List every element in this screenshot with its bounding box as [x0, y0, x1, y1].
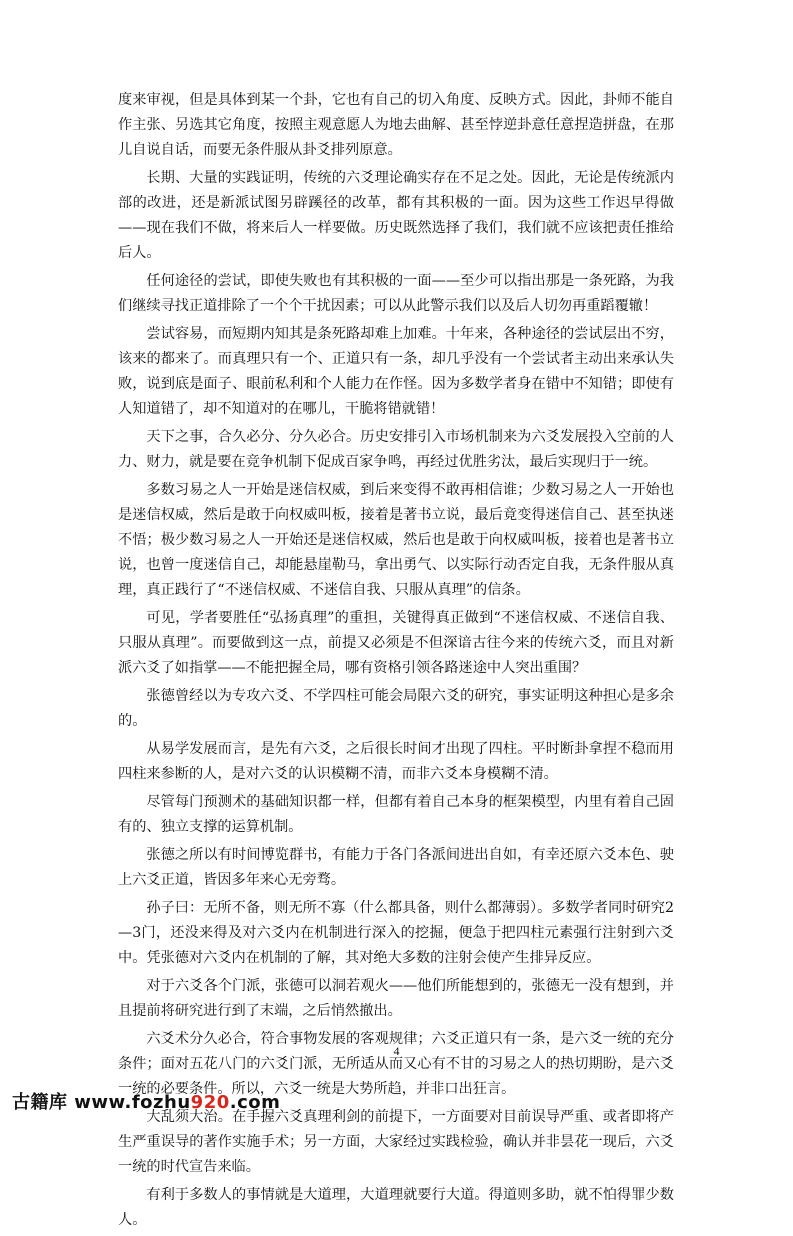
paragraph: 六爻术分久必合，符合事物发展的客观规律；六爻正道只有一条，是六爻一统的充分条件；面对五花八门的六爻门派，无所适从而又心有不甘的习易之人的热切期盼，是六爻一统的必要条件。所以，六爻一统是大势所趋，并非口出狂言。 — [118, 1031, 674, 1097]
site-url-prefix: www.fozhu — [74, 1092, 191, 1113]
site-url-suffix: .com — [229, 1092, 281, 1113]
paragraph: 孙子曰：无所不备，则无所不寡（什么都具备，则什么都薄弱）。多数学者同时研究2—3门，还没来得及对六爻内在机制进行深入的挖掘，便急于把四柱元素强行注射到六爻中。凭张德对六爻内在机制的了解，其对绝大多数的注射会使产生排异反应。 — [118, 900, 674, 966]
paragraph: 天下之事，合久必分、分久必合。历史安排引入市场机制来为六爻发展投入空前的人力、财力，就是要在竞争机制下促成百家争鸣，再经过优胜劣汰，最后实现归于一统。 — [118, 429, 674, 470]
page-number: 4 — [393, 1044, 400, 1058]
paragraph: 尝试容易，而短期内知其是条死路却难上加难。十年来，各种途径的尝试层出不穷，该来的都来了。而真理只有一个、正道只有一条，却几乎没有一个尝试者主动出来承认失败，说到底是面子、眼前私利和个人能力在作怪。因为多数学者身在错中不知错；即使有人知道错了，却不知道对的在哪儿，干脆将错就错！ — [118, 326, 674, 417]
paragraph: 张德之所以有时间博览群书，有能力于各门各派间进出自如，有幸还原六爻本色、驶上六爻正道，皆因多年来心无旁骛。 — [118, 847, 674, 888]
paragraph: 大乱须大治。在手握六爻真理利剑的前提下，一方面要对目前误导严重、或者即将产生严重误导的著作实施手术；另一方面，大家经过实践检验，确认并非昙花一现后，六爻一统的时代宣告来临。 — [118, 1109, 674, 1175]
paragraph: 对于六爻各个门派，张德可以洞若观火——他们所能想到的，张德无一没有想到，并且提前将研究进行到了末端，之后悄然撤出。 — [118, 978, 674, 1019]
paragraph: 有利于多数人的事情就是大道理，大道理就要行大道。得道则多助，就不怕得罪少数人。 — [118, 1187, 674, 1228]
site-url-number: 920 — [190, 1092, 230, 1113]
site-watermark — [12, 1088, 280, 1114]
paragraph: 从易学发展而言，是先有六爻，之后很长时间才出现了四柱。平时断卦拿捏不稳而用四柱来参断的人，是对六爻的认识模糊不清，而非六爻本身模糊不清。 — [118, 741, 674, 782]
paragraph: 任何途径的尝试，即使失败也有其积极的一面——至少可以指出那是一条死路，为我们继续寻找正道排除了一个个干扰因素；可以从此警示我们以及后人切勿再重蹈覆辙！ — [118, 273, 674, 314]
site-name: 古籍库 — [12, 1092, 68, 1113]
paragraph: 度来审视，但是具体到某一个卦，它也有自己的切入角度、反映方式。因此，卦师不能自作主张、另选其它角度，按照主观意愿人为地去曲解、甚至悖逆卦意任意捏造拼盘，在那儿自说自话，而要无条件服从卦爻排列原意。 — [118, 92, 674, 158]
paragraph: 长期、大量的实践证明，传统的六爻理论确实存在不足之处。因此，无论是传统派内部的改进，还是新派试图另辟蹊径的改革，都有其积极的一面。因为这些工作迟早得做——现在我们不做，将来后人一样要做。历史既然选择了我们，我们就不应该把责任推给后人。 — [118, 170, 674, 261]
paragraph: 可见，学者要胜任“弘扬真理”的重担，关键得真正做到“不迷信权威、不迷信自我、只服从真理”。而要做到这一点，前提又必须是不但深谙古往今来的传统六爻，而且对新派六爻了如指掌——不能把握全局，哪有资格引领各路迷途中人突出重围？ — [118, 610, 674, 676]
document-body — [118, 88, 674, 1236]
paragraph: 张德曾经以为专攻六爻、不学四柱可能会局限六爻的研究，事实证明这种担心是多余的。 — [118, 688, 674, 729]
paragraph: 多数习易之人一开始是迷信权威，到后来变得不敢再相信谁；少数习易之人一开始也是迷信权威，然后是敢于向权威叫板，接着是著书立说，最后竟变得迷信自己、甚至执迷不悟；极少数习易之人一开始还是迷信权威，然后也是敢于向权威叫板，接着也是著书立说，也曾一度迷信自己，却能悬崖勒马，拿出勇气、以实际行动否定自我，无条件服从真理，真正践行了“不迷信权威、不迷信自我、只服从真理”的信条。 — [118, 482, 674, 598]
paragraph: 尽管每门预测术的基础知识都一样，但都有着自己本身的框架模型，内里有着自己固有的、独立支撑的运算机制。 — [118, 794, 674, 835]
